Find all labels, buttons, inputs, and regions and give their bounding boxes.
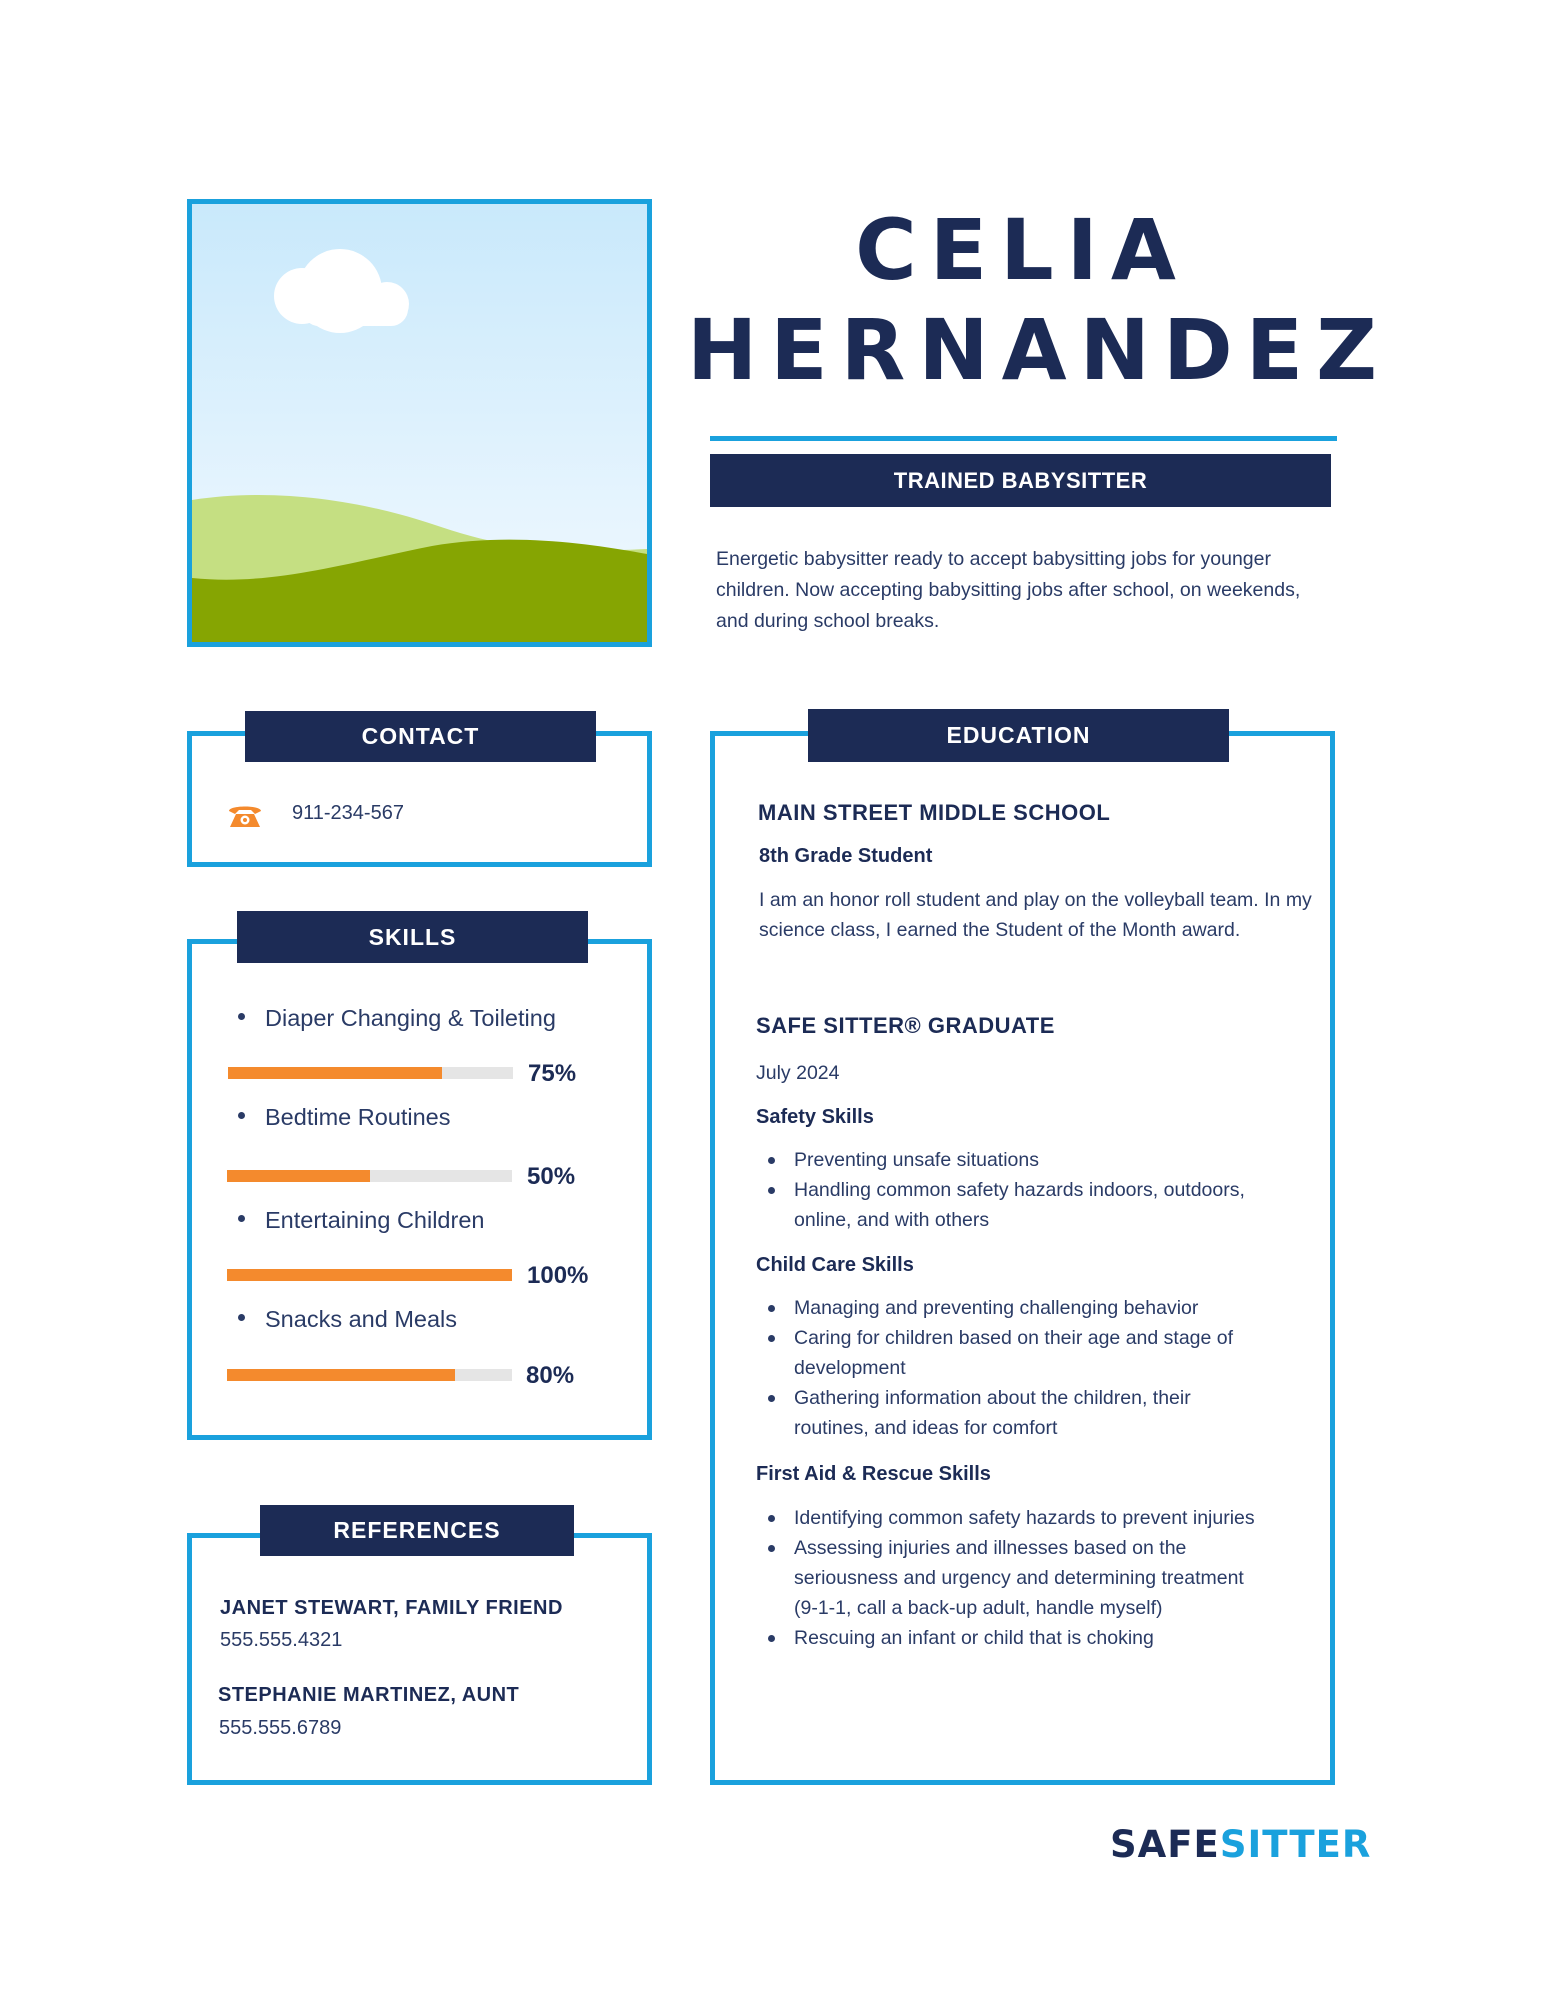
job-title: TRAINED BABYSITTER: [710, 454, 1331, 507]
reference-name: JANET STEWART, FAMILY FRIEND: [220, 1597, 563, 1619]
skill-percent: 100%: [527, 1262, 589, 1289]
firstaid-skills-heading: First Aid & Rescue Skills: [756, 1463, 991, 1485]
skill-bar: [227, 1269, 512, 1281]
contact-heading: CONTACT: [245, 711, 596, 762]
school-description: I am an honor roll student and play on the volleyball team. In my science class, I earned the Student of the Month award.: [759, 889, 1312, 941]
skill-bar-fill: [227, 1170, 370, 1182]
bullet-icon: [238, 1314, 245, 1321]
title-divider: [710, 436, 1337, 441]
bullet-icon: [238, 1013, 245, 1020]
skill-item: [238, 1104, 451, 1131]
childcare-skills-list: [756, 1293, 1256, 1443]
childcare-skills-heading: Child Care Skills: [756, 1254, 914, 1276]
skill-item: [238, 1207, 484, 1234]
skill-label: Diaper Changing & Toileting: [265, 1005, 556, 1031]
list-item: Rescuing an infant or child that is choking: [756, 1623, 1256, 1653]
references-heading: REFERENCES: [260, 1505, 574, 1556]
list-item: Handling common safety hazards indoors, outdoors, online, and with others: [756, 1175, 1256, 1235]
safesitter-logo: [1110, 1823, 1371, 1866]
skill-percent: 50%: [527, 1163, 576, 1190]
skill-label: Snacks and Meals: [265, 1306, 458, 1332]
profile-photo: [187, 199, 652, 647]
safety-skills-heading: Safety Skills: [756, 1106, 874, 1128]
list-item: Identifying common safety hazards to prevent injuries: [756, 1503, 1256, 1533]
safe-sitter-heading: SAFE SITTER® GRADUATE: [756, 1013, 1055, 1038]
skill-item: [238, 1306, 457, 1333]
reference-phone: 555.555.4321: [220, 1629, 343, 1651]
skill-bar: [228, 1067, 513, 1079]
list-item: Caring for children based on their age and stage of development: [756, 1323, 1256, 1383]
list-item: Assessing injuries and illnesses based on the seriousness and urgency and determining treatment (9-1-1, call a back-up adult, handle myself): [756, 1533, 1256, 1623]
references-section: [187, 1533, 652, 1785]
list-item: Managing and preventing challenging behavior: [756, 1293, 1256, 1323]
contact-phone: 911-234-567: [292, 802, 404, 824]
skill-bar-fill: [227, 1369, 455, 1381]
summary-text: Energetic babysitter ready to accept babysitting jobs for younger children. Now accepting babysitting jobs after school, on weekends, and during school breaks.: [716, 548, 1301, 632]
bullet-icon: [238, 1112, 245, 1119]
skills-heading: SKILLS: [237, 911, 588, 963]
reference-name: STEPHANIE MARTINEZ, AUNT: [218, 1684, 520, 1706]
first-name: CELIA: [855, 201, 1189, 299]
skill-bar: [227, 1369, 512, 1381]
skill-percent: 75%: [528, 1060, 577, 1087]
skill-item: [238, 1005, 556, 1032]
skill-bar-fill: [228, 1067, 442, 1079]
safety-skills-list: [756, 1145, 1256, 1235]
firstaid-skills-list: [756, 1503, 1256, 1653]
reference-phone: 555.555.6789: [219, 1717, 342, 1739]
bullet-icon: [238, 1215, 245, 1222]
logo-part-sitter: SITTER: [1219, 1823, 1372, 1866]
last-name: HERNANDEZ: [687, 301, 1390, 399]
graduation-date: July 2024: [756, 1062, 840, 1084]
list-item: Preventing unsafe situations: [756, 1145, 1256, 1175]
landscape-image: [192, 204, 647, 642]
skill-label: Bedtime Routines: [265, 1104, 451, 1130]
skill-percent: 80%: [526, 1362, 575, 1389]
education-heading: EDUCATION: [808, 709, 1229, 762]
logo-part-safe: SAFE: [1110, 1823, 1220, 1866]
school-grade: 8th Grade Student: [759, 845, 933, 867]
list-item: Gathering information about the children, their routines, and ideas for comfort: [756, 1383, 1256, 1443]
skill-bar-fill: [227, 1269, 512, 1281]
phone-icon: [225, 803, 265, 831]
skill-bar: [227, 1170, 512, 1182]
school-name: MAIN STREET MIDDLE SCHOOL: [758, 800, 1111, 825]
skill-label: Entertaining Children: [265, 1207, 485, 1233]
